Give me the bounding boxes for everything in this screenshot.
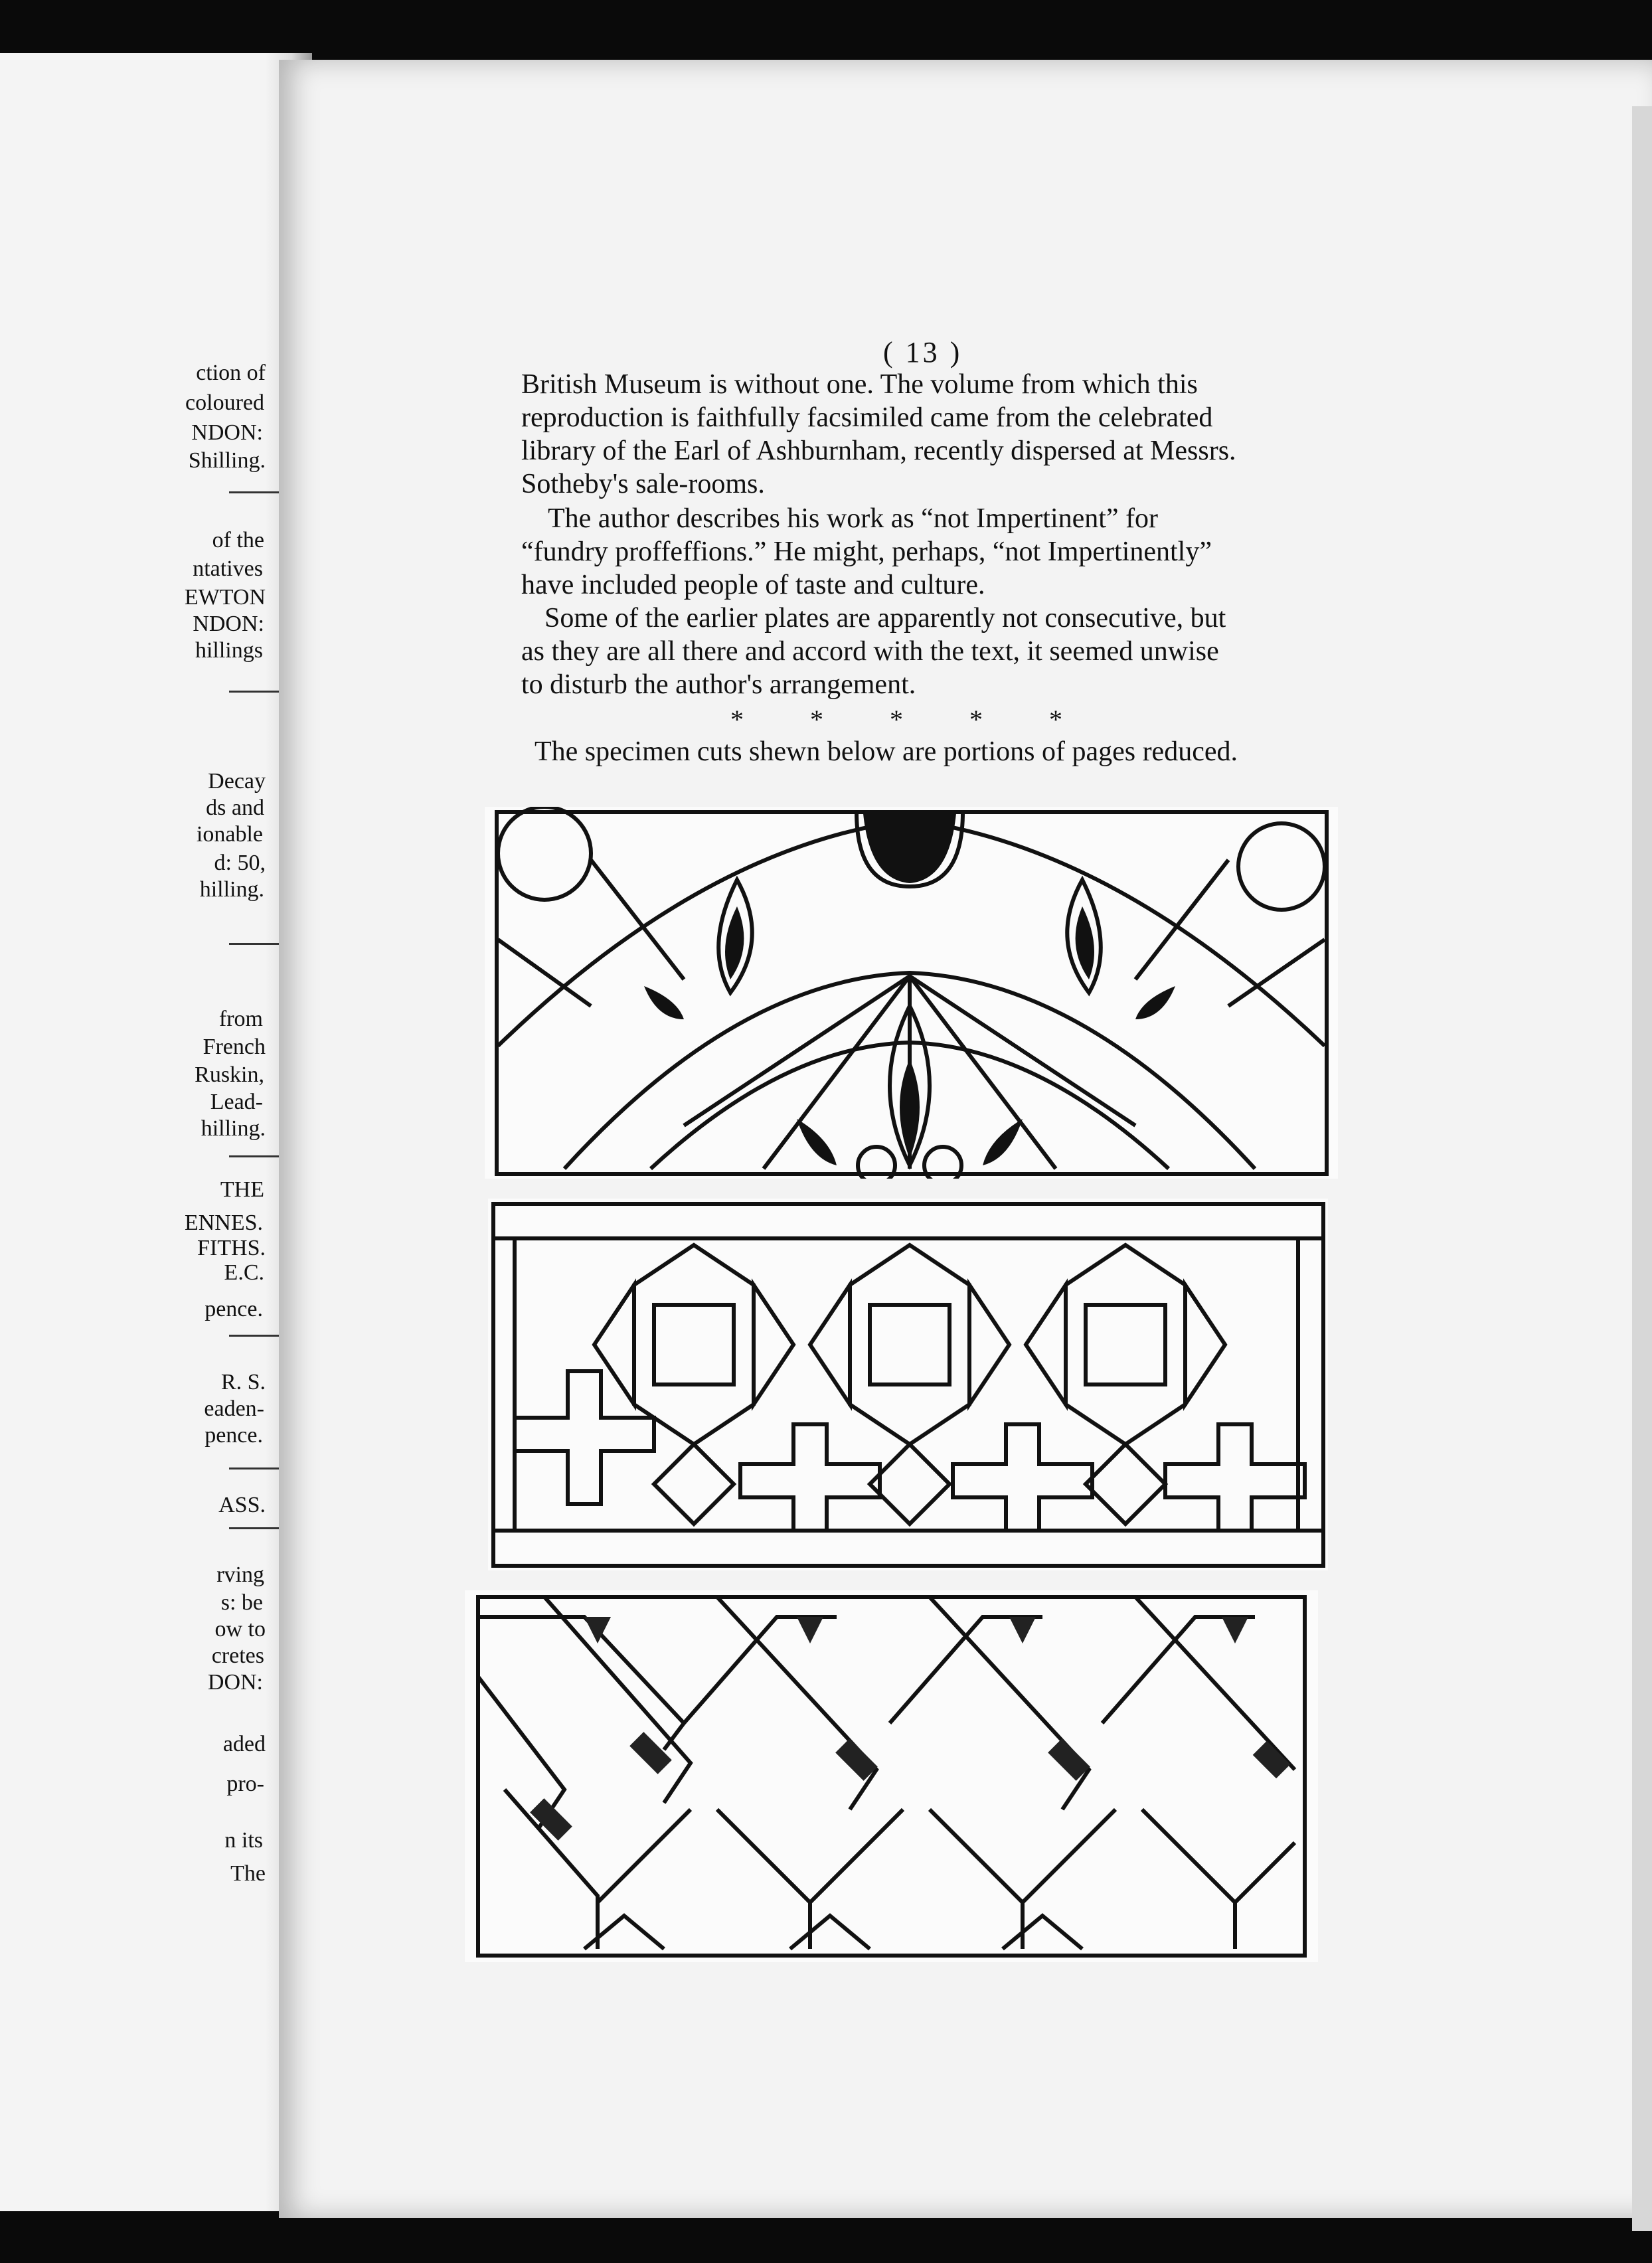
body-line: The author describes his work as “not Impertinent” for [548,503,1159,534]
page-edge [1632,106,1652,2231]
left-page-line: NDON: [191,420,263,445]
left-page-line: Lead- [210,1090,263,1114]
left-page [0,53,312,2211]
plate-interlaced-band [465,1590,1318,1962]
left-page-line: pro- [226,1772,264,1796]
left-page-line: French [203,1035,266,1059]
left-page-line: eaden- [204,1396,264,1421]
left-page-line: ction of [196,361,266,385]
left-page-line: THE [220,1177,264,1202]
left-page-line: ENNES. [184,1211,263,1235]
body-line: to disturb the author's arrangement. [521,669,916,700]
left-page-line: of the [212,528,264,552]
left-page-line: from [218,1007,263,1031]
body-line: “fundry proffeffions.” He might, perhaps, “not Impertinently” [521,537,1212,567]
left-page-line: ds and [206,796,264,820]
left-page-line: cretes [211,1643,264,1668]
body-line: Sotheby's sale-rooms. [521,469,765,499]
left-page-line: aded [222,1732,266,1756]
floral-arch-illustration [485,807,1338,1179]
left-page-line: pence. [205,1297,263,1321]
body-line: have included people of taste and culture. [521,570,985,600]
left-page-line: hilling. [199,877,264,902]
left-page-line: d: 50, [214,851,266,875]
body-line: reproduction is faithfully facsimiled came from the celebrated [521,402,1213,433]
left-page-line: s: be [220,1590,263,1615]
interlaced-band-illustration [465,1590,1318,1962]
left-page-line: FITHS. [197,1236,266,1260]
geometric-square-illustration [488,1199,1328,1570]
plate-geometric-squares [488,1199,1328,1570]
left-page-line: ow to [214,1617,266,1641]
left-page-line: Ruskin, [195,1062,264,1087]
left-page-line: Decay [208,769,266,794]
body-line: library of the Earl of Ashburnham, recently dispersed at Messrs. [521,436,1236,466]
left-page-line: rving [216,1562,264,1587]
left-page-line: hilling. [201,1116,266,1141]
left-page-line: Shilling. [188,448,266,473]
left-page-line: The [230,1861,266,1886]
plate-floral-arches [485,807,1338,1179]
left-page-line: n its [224,1828,263,1853]
left-page-line: NDON: [193,612,264,636]
body-line: British Museum is without one. The volume from which this [521,369,1198,400]
left-page-line: ionable [196,822,263,847]
body-line: as they are all there and accord with the text, it seemed unwise [521,636,1219,667]
left-page-line: pence. [205,1423,263,1448]
left-page-line: hillings [195,638,263,663]
left-page-line: DON: [207,1670,263,1695]
body-line: Some of the earlier plates are apparently not consecutive, but [544,603,1226,633]
left-page-line: R. S. [220,1370,266,1394]
left-page-line: ntatives [193,556,263,581]
section-divider: * * * * * [730,705,1062,734]
left-page-line: E.C. [224,1260,264,1285]
left-page-line: ASS. [218,1493,266,1517]
figure-caption: The specimen cuts shewn below are portions of pages reduced. [535,736,1238,767]
left-page-line: EWTON [184,585,266,610]
page-number: ( 13 ) [883,336,963,369]
left-page-line: coloured [185,390,264,415]
